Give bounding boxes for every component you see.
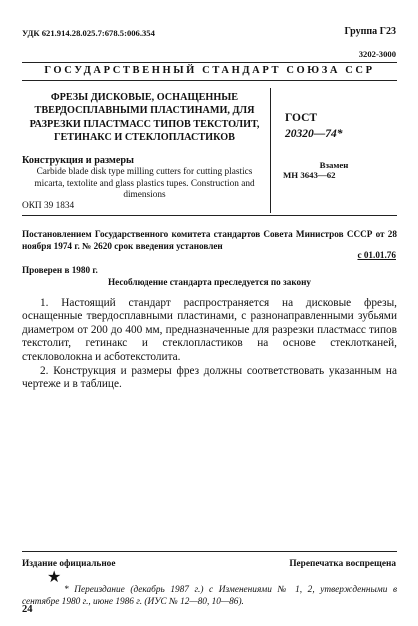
document-subtitle: Конструкция и размеры: [22, 155, 134, 166]
footer-rule: [22, 551, 397, 552]
gost-label: ГОСТ: [285, 112, 318, 124]
classification-code: 3202-3000: [358, 49, 396, 59]
udk-code: УДК 621.914.28.025.7:678.5:006.354: [22, 28, 155, 38]
paragraph-1: 1. Настоящий стандарт распространяется на дисковые фрезы, оснащенные твердосплавными пластинами, с разнонаправленными зубьями диаметром от 200 до 400 мм, предназначенные для разрезки пластмасс типов текстолит, гетинакс и стеклопластиков на основе стеклотканей, стекловолокна и асботекстолита.: [22, 297, 397, 363]
reissue-note: * Переиздание (декабрь 1987 г.) с Изменениями № 1, 2, утвержденными в сентябре 1980 г., июне 1986 г. (ИУС № 12—80, 10—86).: [22, 585, 397, 607]
top-rule: [22, 62, 397, 63]
law-notice: Несоблюдение стандарта преследуется по закону: [108, 277, 311, 287]
group-code: Группа Г23: [344, 26, 396, 37]
replaced-label: Взамен: [319, 160, 349, 170]
effective-date: с 01.01.76: [357, 250, 396, 260]
document-title: ФРЕЗЫ ДИСКОВЫЕ, ОСНАЩЕННЫЕ ТВЕРДОСПЛАВНЫМИ ПЛАСТИНАМИ, ДЛЯ РАЗРЕЗКИ ПЛАСТМАСС ТИПОВ ТЕКСТОЛИТ, ГЕТИНАКС И СТЕКЛОПЛАСТИКОВ: [29, 92, 260, 144]
page-number: 24: [22, 604, 33, 615]
title-bottom-rule: [22, 215, 397, 216]
paragraph-2: 2. Конструкция и размеры фрез должны соответствовать указанным на чертеже и в таблице.: [22, 365, 397, 391]
english-title: Carbide blade disk type milling cutters for cutting plastics micarta, textolite and glass plastics tupes. Construction and dimensions: [34, 167, 255, 200]
state-standard-heading: ГОСУДАРСТВЕННЫЙ СТАНДАРТ СОЮЗА ССР: [44, 65, 375, 76]
decree-text: Постановлением Государственного комитета стандартов Совета Министров СССР от 28 ноября 1974 г. № 2620 срок введения установлен: [22, 229, 397, 251]
star-icon: ★: [47, 569, 62, 586]
official-edition: Издание официальное: [22, 559, 116, 569]
gost-number: 20320—74*: [285, 128, 343, 140]
reprint-prohibited: Перепечатка воспрещена: [289, 559, 396, 569]
checked-year: Проверен в 1980 г.: [22, 265, 98, 275]
okp-code: ОКП 39 1834: [22, 201, 75, 211]
heading-rule: [22, 80, 397, 81]
title-divider: [270, 88, 271, 213]
replaced-standard: МН 3643—62: [283, 170, 336, 180]
